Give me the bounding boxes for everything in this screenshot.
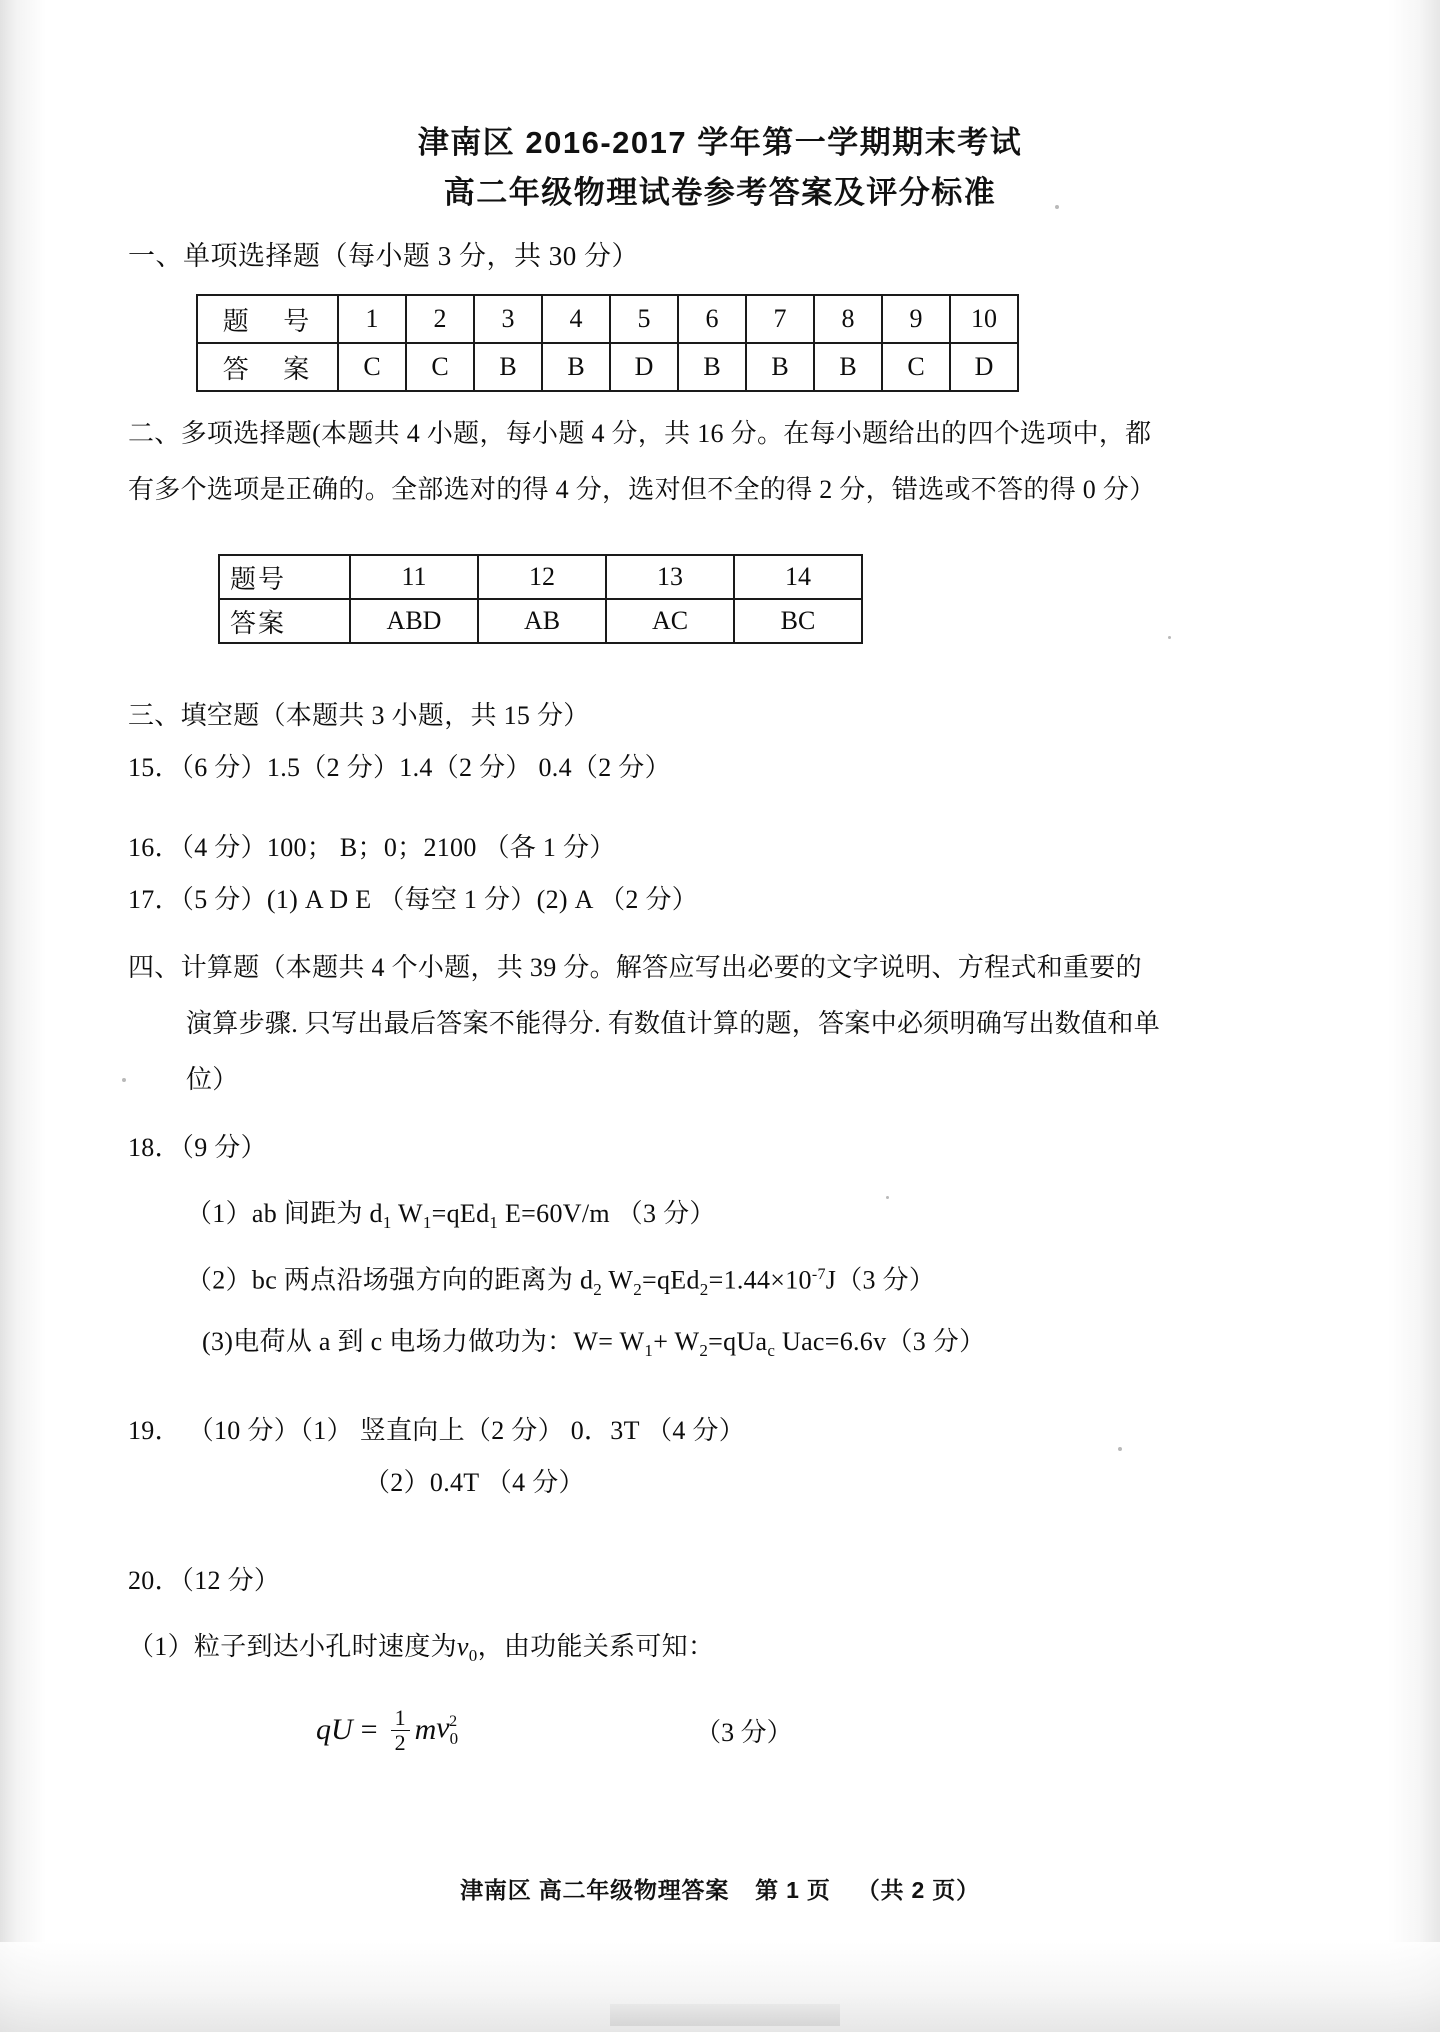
footer-page-number: 第 1 页 (755, 1877, 831, 1903)
q18-p3-sub-3: c (767, 1341, 776, 1361)
document-body (128, 234, 1320, 278)
question-number-cell: 6 (678, 295, 746, 343)
multi-choice-answer-table (218, 554, 863, 644)
answer-cell: AB (478, 599, 606, 643)
answer-cell: B (814, 343, 882, 391)
question-18-part-2 (186, 1249, 1320, 1316)
formula-velocity-subscript: 0 (449, 1729, 459, 1748)
question-19-line-2: （2）0.4T （4 分） (364, 1468, 585, 1498)
page-footer (0, 1872, 1440, 1905)
title-line-1: 津南区 2016-2017 学年第一学期期末考试 (417, 125, 1023, 160)
section-4-heading-line-3: 位） (186, 1065, 239, 1094)
q18-p3-text-c: =qUa (708, 1327, 768, 1357)
formula-points: （3 分） (695, 1717, 793, 1747)
q18-p3-sub-2: 2 (699, 1341, 709, 1361)
footer-label: 津南区 高二年级物理答案 (460, 1877, 730, 1903)
section-3-heading: 三、填空题（本题共 3 小题，共 15 分） (128, 701, 590, 730)
answer-item-17: 17．（5 分）(1) A D E （每空 1 分）(2) A （2 分） (128, 885, 699, 914)
question-number-cell: 11 (350, 555, 478, 599)
q18-p2-text-a: （2）bc 两点沿场强方向的距离为 d (186, 1265, 594, 1295)
q18-p2-text-b: W (602, 1265, 634, 1295)
answer-cell: D (610, 343, 678, 391)
question-20-number: 20．（12 分） (128, 1566, 281, 1596)
row-label-question-number: 题号 (219, 555, 350, 599)
question-number-cell: 10 (950, 295, 1018, 343)
q18-p2-exponent: -7 (811, 1266, 826, 1284)
q20-l1-text-a: （1）粒子到达小孔时速度为 (128, 1632, 457, 1662)
answer-cell: ABD (350, 599, 478, 643)
q18-p1-sub-3: 1 (489, 1213, 499, 1233)
q18-p3-text-b: + W (653, 1327, 700, 1357)
scan-smudge (610, 2004, 840, 2026)
answer-cell: C (338, 343, 406, 391)
q18-p3-sub-1: 1 (644, 1341, 654, 1361)
q18-p2-text-e: J（3 分） (825, 1265, 936, 1295)
question-number-cell: 9 (882, 295, 950, 343)
answer-item-15: 15．（6 分）1.5（2 分）1.4（2 分） 0.4（2 分） (128, 753, 671, 782)
q18-p1-sub-2: 1 (422, 1213, 432, 1233)
document-title-block (0, 118, 1440, 218)
formula-lhs: qU (316, 1713, 353, 1746)
answer-cell: C (882, 343, 950, 391)
answer-cell: AC (606, 599, 734, 643)
q18-p1-text-d: E=60V/m （3 分） (498, 1199, 716, 1228)
question-number-cell: 12 (478, 555, 606, 599)
formula-equals: = (360, 1713, 378, 1746)
row-label-answer: 答案 (219, 599, 350, 643)
answer-cell: B (542, 343, 610, 391)
row-label-answer: 答 案 (197, 343, 338, 391)
fraction-numerator: 1 (394, 1705, 406, 1731)
question-number-cell: 8 (814, 295, 882, 343)
q18-p2-sub-2: 2 (633, 1280, 643, 1300)
section-4-heading-line-1: 四、计算题（本题共 4 个小题，共 39 分。解答应写出必要的文字说明、方程式和重要的 (128, 953, 1142, 982)
single-choice-answer-table (196, 294, 1019, 392)
section-4-heading-line-2: 演算步骤. 只写出最后答案不能得分. 有数值计算的题，答案中必须明确写出数值和单 (186, 1009, 1161, 1038)
section-2-heading-line-2: 有多个选项是正确的。全部选对的得 4 分，选对但不全的得 2 分，错选或不答的得 0 分） (128, 475, 1156, 504)
answer-cell: D (950, 343, 1018, 391)
q18-p2-text-c: =qEd (642, 1265, 700, 1295)
q18-p1-text-a: （1）ab 间距为 d (186, 1199, 383, 1228)
footer-total-pages: （共 2 页） (856, 1877, 980, 1903)
question-20-line-1 (128, 1621, 1320, 1682)
q18-p2-sub-1: 2 (593, 1280, 603, 1300)
q20-l1-text-b: ，由功能关系可知： (477, 1632, 715, 1662)
q18-p1-sub-1: 1 (382, 1213, 392, 1233)
q20-l1-velocity-symbol: v (456, 1632, 469, 1662)
q20-l1-subscript: 0 (468, 1646, 478, 1666)
question-19-line-1: 19． （10 分）（1） 竖直向上（2 分） 0．3T （4 分） (128, 1416, 746, 1446)
table-row (219, 599, 862, 643)
formula-velocity-group (436, 1711, 457, 1749)
formula-velocity-exponent: 2 (449, 1713, 458, 1730)
question-number-cell: 7 (746, 295, 814, 343)
question-number-cell: 13 (606, 555, 734, 599)
question-number-cell: 1 (338, 295, 406, 343)
q18-p2-sub-3: 2 (699, 1280, 709, 1300)
answer-cell: B (746, 343, 814, 391)
question-number-cell: 4 (542, 295, 610, 343)
q18-p3-text-d: Uac=6.6v（3 分） (775, 1327, 986, 1357)
formula-velocity-symbol: v (436, 1711, 450, 1744)
section-2-heading-line-1: 二、多项选择题(本题共 4 小题，每小题 4 分，共 16 分。在每小题给出的四个选项中，都 (128, 419, 1152, 448)
section-1-heading: 一、单项选择题（每小题 3 分，共 30 分） (128, 241, 639, 271)
answer-item-16: 16．（4 分）100； B；0；2100 （各 1 分） (128, 833, 616, 862)
q18-p3-text-a: (3)电荷从 a 到 c 电场力做功为：W= W (202, 1327, 645, 1357)
formula-mass-symbol: m (414, 1713, 437, 1746)
question-number-cell: 14 (734, 555, 862, 599)
answer-cell: B (678, 343, 746, 391)
formula-fraction (391, 1706, 410, 1753)
question-20-formula (316, 1706, 1320, 1753)
row-label-question-number: 题 号 (197, 295, 338, 343)
question-number-cell: 2 (406, 295, 474, 343)
table-row (219, 555, 862, 599)
q18-p2-text-d: =1.44×10 (708, 1265, 812, 1295)
question-18-part-3 (202, 1316, 1320, 1377)
table-row (197, 295, 1018, 343)
question-18-number: 18．（9 分） (128, 1133, 267, 1162)
scan-shadow-bottom (0, 1942, 1440, 2032)
fraction-denominator: 2 (391, 1730, 410, 1754)
question-18-part-1 (186, 1188, 1320, 1249)
question-number-cell: 3 (474, 295, 542, 343)
answer-cell: B (474, 343, 542, 391)
title-line-2: 高二年级物理试卷参考答案及评分标准 (443, 175, 997, 210)
table-row (197, 343, 1018, 391)
answer-cell: BC (734, 599, 862, 643)
question-number-cell: 5 (610, 295, 678, 343)
q18-p1-text-b: W (391, 1199, 423, 1228)
q18-p1-text-c: =qEd (431, 1199, 490, 1228)
answer-cell: C (406, 343, 474, 391)
